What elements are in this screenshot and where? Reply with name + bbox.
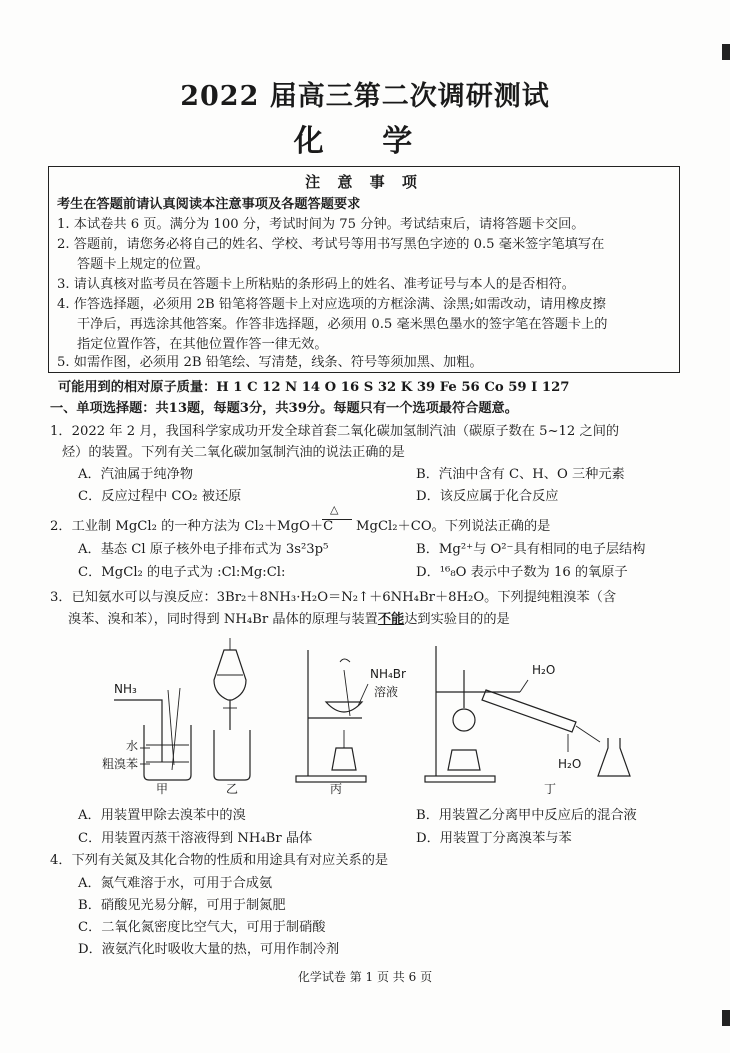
apparatus-yi [214, 638, 250, 796]
notice-intro: 考生在答题前请认真阅读本注意事项及各题答题要求 [57, 197, 361, 212]
question-1-option-b: B．汽油中含有 C、H、O 三种元素 [416, 467, 625, 482]
stem-text: 溴苯、溴和苯），同时得到 NH₄Br 晶体的原理与装置 [68, 612, 378, 627]
question-2-option-a: A．基态 Cl 原子核外电子排布式为 3s²3p⁵ [78, 542, 329, 557]
notice-item: 5. 如需作图，必须用 2B 铅笔绘、写清楚，线条、符号等须加黑、加粗。 [57, 355, 483, 370]
edge-mark [722, 1010, 730, 1026]
question-2-option-b: B．Mg²⁺与 O²⁻具有相同的电子层结构 [416, 542, 646, 557]
question-4-option-a: A．氮气难溶于水，可用于合成氨 [78, 876, 273, 891]
question-2-stem: MgCl₂＋CO。下列说法正确的是 [356, 519, 551, 534]
question-2-option-c: C．MgCl₂ 的电子式为 :Cl:Mg:Cl: [78, 565, 286, 580]
apparatus-figure [100, 630, 660, 800]
notice-heading: 注 意 事 项 [305, 173, 423, 191]
question-1-option-c: C．反应过程中 CO₂ 被还原 [78, 489, 242, 504]
apparatus-jia [102, 682, 191, 796]
question-4-stem: 4．下列有关氮及其化合物的性质和用途具有对应关系的是 [50, 853, 389, 868]
apparatus-bing [296, 650, 406, 796]
apparatus-ding [425, 646, 630, 796]
notice-item: 指定位置作答，在其他位置作答一律无效。 [77, 337, 328, 352]
question-3-option-a: A．用装置甲除去溴苯中的溴 [78, 808, 246, 823]
exam-subject: 化 学 [293, 124, 437, 159]
nh3-label: NH₃ [114, 682, 137, 696]
reaction-arrow [322, 519, 352, 520]
question-1-option-d: D．该反应属于化合反应 [416, 489, 559, 504]
crude-bromobenzene-label: 粗溴苯 [102, 757, 139, 771]
notice-item: 2. 答题前，请您务必将自己的姓名、学校、考试号等用书写黑色字迹的 0.5 毫米签字笔填写在 [57, 237, 605, 252]
notice-box [48, 166, 680, 373]
question-1-stem: 烃）的装置。下列有关二氧化碳加氢制汽油的说法正确的是 [62, 445, 405, 460]
emphasis-text: 不能 [377, 612, 405, 627]
water-out-label: H₂O [532, 663, 556, 677]
water-in-label: H₂O [558, 757, 582, 771]
question-3-stem [68, 608, 510, 627]
section-heading: 一、单项选择题：共13题，每题3分，共39分。每题只有一个选项最符合题意。 [50, 401, 518, 416]
caption-bing: 丙 [330, 782, 343, 796]
heat-symbol: △ [330, 503, 339, 516]
question-2-option-d: D．¹⁶₈O 表示中子数为 16 的氧原子 [416, 565, 628, 580]
notice-item: 干净后，再选涂其他答案。作答非选择题，必须用 0.5 毫米黑色墨水的签字笔在答题卡上的 [77, 317, 608, 332]
question-3-option-b: B．用装置乙分离甲中反应后的混合液 [416, 808, 637, 823]
solution-label: 溶液 [374, 685, 399, 699]
notice-item: 答题卡上规定的位置。 [77, 257, 209, 272]
question-3-stem: 3．已知氨水可以与溴反应：3Br₂＋8NH₃·H₂O＝N₂↑＋6NH₄Br＋8H₂O。下列提纯粗溴苯（含 [50, 590, 617, 605]
caption-jia: 甲 [156, 782, 169, 796]
atomic-masses: 可能用到的相对原子质量：H 1 C 12 N 14 O 16 S 32 K 39 Fe 56 Co 59 I 127 [58, 380, 570, 395]
exam-title: 2022 届高三第二次调研测试 [180, 81, 550, 112]
page-footer: 化学试卷 第 1 页 共 6 页 [297, 970, 433, 984]
nh4br-label: NH₄Br [370, 667, 406, 681]
question-4-option-b: B．硝酸见光易分解，可用于制氮肥 [78, 898, 286, 913]
question-1-option-a: A．汽油属于纯净物 [78, 467, 194, 482]
question-4-option-d: D．液氨汽化时吸收大量的热，可用作制冷剂 [78, 942, 340, 957]
stem-text: 达到实验目的的是 [404, 612, 510, 627]
water-label: 水 [126, 739, 139, 753]
question-2-stem: 2．工业制 MgCl₂ 的一种方法为 Cl₂＋MgO＋C [50, 519, 334, 534]
question-3-option-d: D．用装置丁分离溴苯与苯 [416, 831, 572, 846]
question-3-option-c: C．用装置丙蒸干溶液得到 NH₄Br 晶体 [78, 831, 313, 846]
edge-mark [722, 44, 730, 60]
question-1-stem: 1．2022 年 2 月，我国科学家成功开发全球首套二氧化碳加氢制汽油（碳原子数在 5~12 之间的 [50, 424, 620, 439]
question-4-option-c: C．二氧化氮密度比空气大，可用于制硝酸 [78, 920, 326, 935]
notice-item: 3. 请认真核对监考员在答题卡上所粘贴的条形码上的姓名、准考证号与本人的是否相符。 [57, 277, 575, 292]
notice-item: 1. 本试卷共 6 页。满分为 100 分，考试时间为 75 分钟。考试结束后，请将答题卡交回。 [57, 217, 585, 232]
notice-item: 4. 作答选择题，必须用 2B 铅笔将答题卡上对应选项的方框涂满、涂黑;如需改动，请用橡皮擦 [57, 297, 606, 312]
caption-yi: 乙 [226, 782, 239, 796]
caption-ding: 丁 [544, 782, 557, 796]
